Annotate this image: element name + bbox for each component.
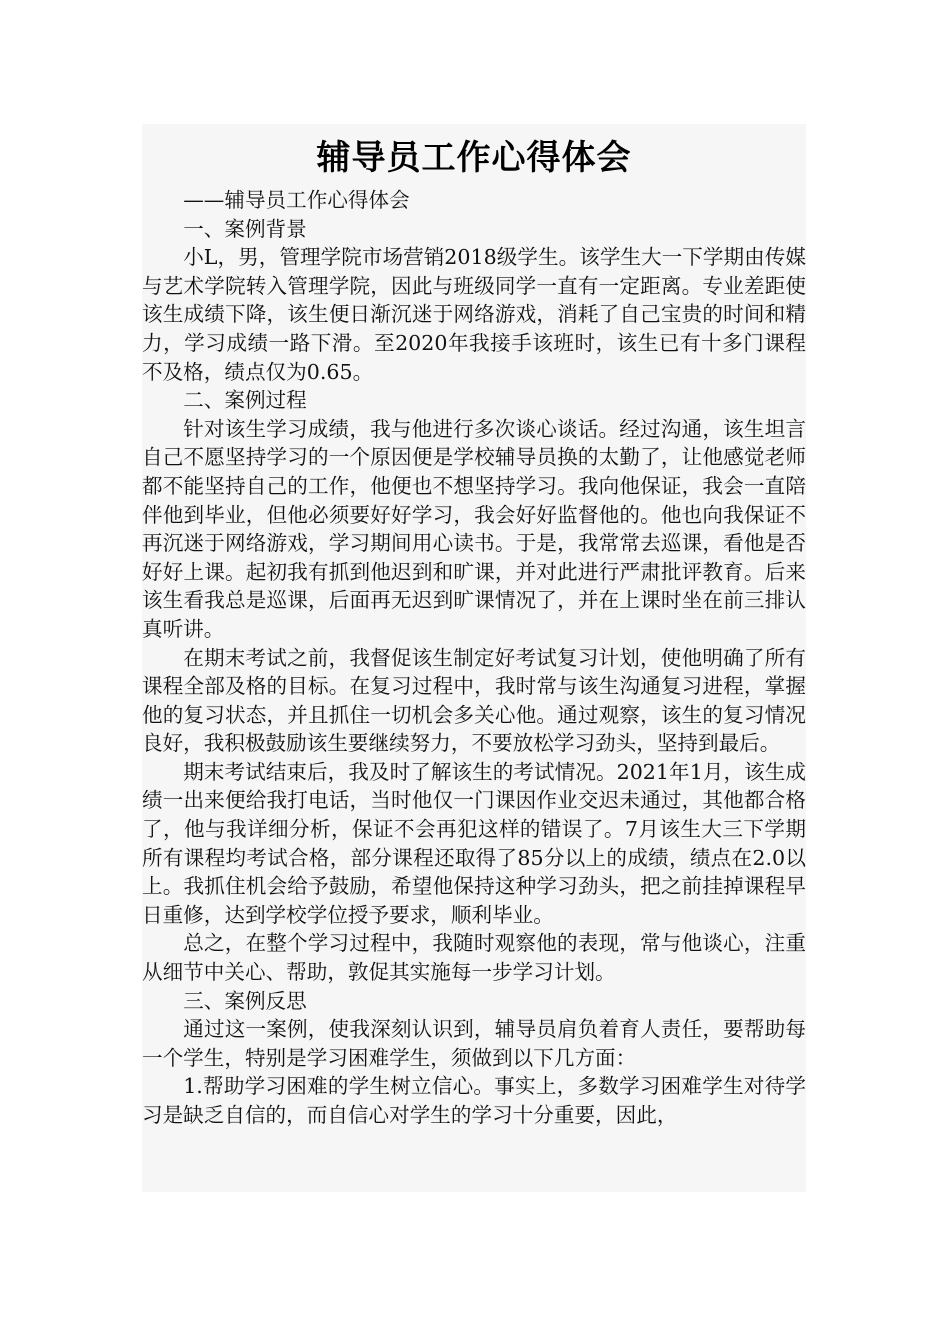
body-paragraph: 在期末考试之前，我督促该生制定好考试复习计划，使他明确了所有课程全部及格的目标。在复习过程中，我时常与该生沟通复习进程，掌握他的复习状态，并且抓住一切机会多关心他。通过观察，该生的复习情况良好，我积极鼓励该生要继续努力，不要放松学习劲头，坚持到最后。	[142, 645, 806, 756]
document-body	[142, 186, 806, 1130]
body-paragraph: 1.帮助学习困难的学生树立信心。事实上，多数学习困难学生对待学习是缺乏自信的，而自信心对学生的学习十分重要，因此，	[142, 1074, 806, 1127]
section-heading-process: 二、案例过程	[183, 388, 307, 413]
body-paragraph: 通过这一案例，使我深刻认识到，辅导员肩负着育人责任，要帮助每一个学生，特别是学习困难学生，须做到以下几方面：	[142, 1017, 806, 1070]
document-title: 辅导员工作心得体会	[316, 138, 632, 178]
section-heading-reflection: 三、案例反思	[183, 988, 307, 1013]
body-paragraph: 针对该生学习成绩，我与他进行多次谈心谈话。经过沟通，该生坦言自己不愿坚持学习的一个原因便是学校辅导员换的太勤了，让他感觉老师都不能坚持自己的工作，他便也不想坚持学习。我向他保证，我会一直陪伴他到毕业，但他必须要好好学习，我会好好监督他的。他也向我保证不再沉迷于网络游戏，学习期间用心读书。于是，我常常去巡课，看他是否好好上课。起初我有抓到他迟到和旷课，并对此进行严肃批评教育。后来该生看我总是巡课，后面再无迟到旷课情况了，并在上课时坐在前三排认真听讲。	[142, 416, 806, 641]
subtitle-paragraph: ——辅导员工作心得体会	[183, 188, 410, 212]
body-paragraph: 小L，男，管理学院市场营销2018级学生。该学生大一下学期由传媒与艺术学院转入管理学院，因此与班级同学一直有一定距离。专业差距使该生成绩下降，该生便日渐沉迷于网络游戏，消耗了自己宝贵的时间和精力，学习成绩一路下滑。至2020年我接手该班时，该生已有十多门课程不及格，绩点仅为0.65。	[142, 245, 806, 384]
section-heading-background: 一、案例背景	[183, 216, 307, 241]
document-page	[142, 124, 806, 1192]
body-paragraph: 期末考试结束后，我及时了解该生的考试情况。2021年1月，该生成绩一出来便给我打电话，当时他仅一门课因作业交迟未通过，其他都合格了，他与我详细分析，保证不会再犯这样的错误了。7月该生大三下学期所有课程均考试合格，部分课程还取得了85分以上的成绩，绩点在2.0以上。我抓住机会给予鼓励，希望他保持这种学习劲头，把之前挂掉课程早日重修，达到学校学位授予要求，顺利毕业。	[142, 759, 806, 927]
body-paragraph: 总之，在整个学习过程中，我随时观察他的表现，常与他谈心，注重从细节中关心、帮助，敦促其实施每一步学习计划。	[142, 931, 806, 985]
